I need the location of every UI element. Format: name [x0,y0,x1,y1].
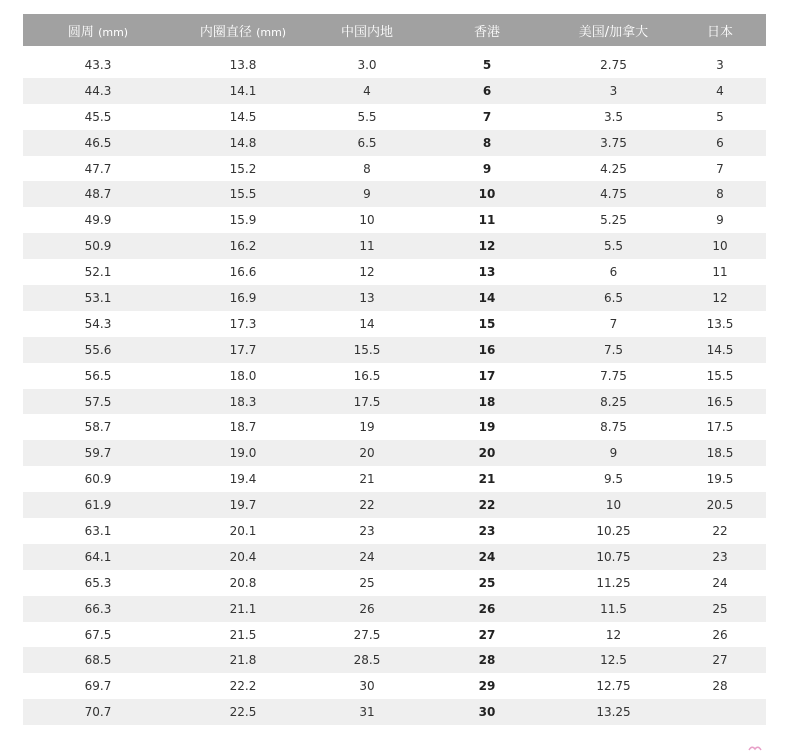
cell-us-canada: 12.75 [596,679,631,694]
table-row [23,363,766,389]
header-china [313,21,421,40]
cell-china: 17.5 [353,394,381,409]
table-row [23,156,766,182]
cell-us-canada: 2.75 [600,57,627,72]
table-row [23,622,766,648]
ring-size-table [23,14,766,725]
cell-inner-diameter: 14.8 [229,135,257,150]
cell-japan: 27 [712,653,728,668]
header-label: 香港 [473,24,500,40]
cell-inner-diameter: 20.4 [229,549,257,564]
cell-japan: 22 [712,523,728,538]
cell-inner-diameter: 15.5 [229,187,257,202]
cell-us-canada: 13.25 [596,705,631,720]
cell-japan: 5 [716,109,724,124]
cell-china: 23 [359,523,375,538]
table-row [23,233,766,259]
cell-japan: 20.5 [706,498,734,513]
cell-us-canada: 7.75 [600,368,627,383]
cell-inner-diameter: 19.4 [229,472,257,487]
table-row [23,673,766,699]
cell-hongkong: 24 [478,549,496,564]
cell-circumference: 67.5 [84,627,112,642]
cell-circumference: 70.7 [84,705,112,720]
cell-inner-diameter: 18.7 [229,420,257,435]
cell-circumference: 50.9 [84,239,112,254]
cell-japan: 8 [716,187,724,202]
cell-us-canada: 12 [605,627,622,642]
cell-inner-diameter: 18.0 [229,368,257,383]
cell-hongkong: 27 [478,627,496,642]
cell-china: 28.5 [353,653,381,668]
cell-circumference: 57.5 [84,394,112,409]
cell-china: 15.5 [353,342,381,357]
decorative-mark-icon [748,745,762,751]
cell-circumference: 58.7 [84,420,112,435]
cell-circumference: 69.7 [84,679,112,694]
cell-inner-diameter: 17.3 [229,316,257,331]
cell-hongkong: 21 [478,472,496,487]
cell-circumference: 64.1 [84,549,112,564]
cell-hongkong: 29 [478,679,496,694]
cell-us-canada: 4.25 [600,161,627,176]
table-row [23,78,766,104]
cell-hongkong: 5 [482,57,492,72]
cell-hongkong: 26 [478,601,496,616]
table-row [23,104,766,130]
cell-hongkong: 6 [482,83,492,98]
cell-china: 4 [363,83,371,98]
cell-circumference: 49.9 [84,213,112,228]
cell-inner-diameter: 14.1 [229,83,257,98]
cell-china: 20 [359,446,375,461]
cell-circumference: 53.1 [84,290,112,305]
cell-us-canada: 8.75 [600,420,627,435]
cell-hongkong: 14 [478,290,496,305]
table-row [23,466,766,492]
cell-us-canada: 6 [609,265,618,280]
cell-circumference: 55.6 [84,342,112,357]
cell-japan: 24 [712,575,728,590]
cell-china: 11 [359,239,375,254]
cell-us-canada: 10 [605,498,622,513]
cell-circumference: 56.5 [84,368,112,383]
cell-hongkong: 25 [478,575,496,590]
table-row [23,130,766,156]
cell-hongkong: 22 [478,498,496,513]
table-row [23,544,766,570]
cell-china: 26 [359,601,375,616]
cell-circumference: 66.3 [84,601,112,616]
cell-japan: 23 [712,549,728,564]
cell-hongkong: 20 [478,446,496,461]
cell-circumference: 65.3 [84,575,112,590]
cell-inner-diameter: 17.7 [229,342,257,357]
table-row [23,207,766,233]
cell-japan: 14.5 [706,342,734,357]
cell-china: 30 [359,679,375,694]
table-body [23,52,766,725]
cell-hongkong: 11 [478,213,496,228]
cell-us-canada: 4.75 [600,187,627,202]
cell-us-canada: 11.5 [600,601,627,616]
cell-japan: 17.5 [706,420,734,435]
cell-china: 16.5 [353,368,381,383]
cell-inner-diameter: 13.8 [229,57,257,72]
cell-us-canada: 3 [609,83,618,98]
cell-hongkong: 30 [478,705,496,720]
cell-circumference: 54.3 [84,316,112,331]
header-label: 内圈直径 [199,24,252,40]
cell-hongkong: 19 [478,420,496,435]
cell-circumference: 43.3 [84,57,112,72]
cell-china: 10 [359,213,375,228]
cell-japan: 3 [716,57,724,72]
cell-circumference: 44.3 [84,83,112,98]
cell-hongkong: 13 [478,265,496,280]
cell-us-canada: 9.5 [603,472,624,487]
cell-japan: 16.5 [706,394,734,409]
cell-hongkong: 16 [478,342,496,357]
cell-inner-diameter: 21.8 [229,653,257,668]
table-header [23,14,766,46]
cell-china: 6.5 [357,135,377,150]
cell-us-canada: 5.5 [603,239,624,254]
cell-circumference: 45.5 [84,109,112,124]
table-row [23,440,766,466]
cell-inner-diameter: 19.7 [229,498,257,513]
cell-us-canada: 3.75 [600,135,627,150]
cell-us-canada: 8.25 [600,394,627,409]
cell-china: 13 [359,290,375,305]
table-row [23,596,766,622]
cell-china: 5.5 [357,109,377,124]
cell-china: 25 [359,575,375,590]
table-row [23,337,766,363]
table-row [23,311,766,337]
cell-japan: 12 [712,290,728,305]
table-row [23,181,766,207]
cell-inner-diameter: 16.9 [229,290,257,305]
cell-hongkong: 10 [478,187,496,202]
header-unit: (mm) [98,25,129,39]
table-row [23,647,766,673]
header-hongkong [421,21,553,40]
cell-china: 12 [359,265,375,280]
cell-circumference: 47.7 [84,161,112,176]
header-unit: (mm) [256,25,287,39]
table-row [23,285,766,311]
cell-circumference: 46.5 [84,135,112,150]
cell-us-canada: 11.25 [596,575,631,590]
cell-inner-diameter: 14.5 [229,109,257,124]
cell-japan: 18.5 [706,446,734,461]
cell-inner-diameter: 21.1 [229,601,257,616]
cell-japan: 10 [712,239,728,254]
table-row [23,492,766,518]
header-label: 日本 [706,24,733,40]
table-row [23,414,766,440]
table-row [23,570,766,596]
cell-inner-diameter: 16.2 [229,239,257,254]
cell-inner-diameter: 16.6 [229,265,257,280]
cell-japan: 7 [716,161,724,176]
cell-japan: 13.5 [706,316,734,331]
cell-inner-diameter: 22.2 [229,679,257,694]
cell-japan: 26 [712,627,728,642]
cell-circumference: 52.1 [84,265,112,280]
cell-inner-diameter: 22.5 [229,705,257,720]
cell-us-canada: 10.25 [596,523,631,538]
cell-inner-diameter: 21.5 [229,627,257,642]
header-label: 中国内地 [340,24,393,40]
cell-china: 3.0 [357,57,377,72]
cell-china: 24 [359,549,375,564]
cell-circumference: 61.9 [84,498,112,513]
table-row [23,52,766,78]
cell-china: 21 [359,472,375,487]
cell-us-canada: 7 [609,316,618,331]
cell-us-canada: 3.5 [603,109,624,124]
cell-china: 31 [359,705,375,720]
cell-china: 27.5 [353,627,381,642]
cell-hongkong: 9 [482,161,492,176]
cell-inner-diameter: 19.0 [229,446,257,461]
cell-hongkong: 17 [478,368,496,383]
cell-hongkong: 23 [478,523,496,538]
table-row [23,518,766,544]
cell-hongkong: 7 [482,109,492,124]
cell-us-canada: 10.75 [596,549,631,564]
cell-japan: 11 [712,265,728,280]
cell-china: 19 [359,420,375,435]
cell-inner-diameter: 15.2 [229,161,257,176]
header-japan [674,21,766,40]
cell-japan: 9 [716,213,724,228]
cell-inner-diameter: 20.8 [229,575,257,590]
cell-circumference: 63.1 [84,523,112,538]
table-row [23,699,766,725]
cell-hongkong: 18 [478,394,496,409]
header-label: 美国/加拿大 [578,24,649,40]
cell-japan: 25 [712,601,728,616]
cell-circumference: 68.5 [84,653,112,668]
cell-china: 8 [363,161,371,176]
header-us-canada [553,21,674,40]
cell-hongkong: 28 [478,653,496,668]
header-circumference [23,21,173,40]
cell-japan: 4 [716,83,724,98]
cell-china: 14 [359,316,375,331]
cell-japan: 28 [712,679,728,694]
cell-hongkong: 12 [478,239,496,254]
cell-inner-diameter: 15.9 [229,213,257,228]
cell-hongkong: 8 [482,135,492,150]
cell-us-canada: 6.5 [603,290,624,305]
table-row [23,389,766,415]
cell-circumference: 59.7 [84,446,112,461]
cell-circumference: 48.7 [84,187,112,202]
cell-japan: 6 [716,135,724,150]
table-row [23,259,766,285]
cell-japan: 15.5 [706,368,734,383]
cell-us-canada: 5.25 [600,213,627,228]
cell-inner-diameter: 18.3 [229,394,257,409]
cell-china: 22 [359,498,375,513]
header-inner-diameter [173,21,313,40]
cell-circumference: 60.9 [84,472,112,487]
cell-inner-diameter: 20.1 [229,523,257,538]
cell-hongkong: 15 [478,316,496,331]
header-label: 圆周 [67,24,94,40]
cell-us-canada: 12.5 [600,653,627,668]
cell-japan: 19.5 [706,472,734,487]
cell-china: 9 [363,187,371,202]
cell-us-canada: 9 [609,446,618,461]
cell-us-canada: 7.5 [603,342,624,357]
